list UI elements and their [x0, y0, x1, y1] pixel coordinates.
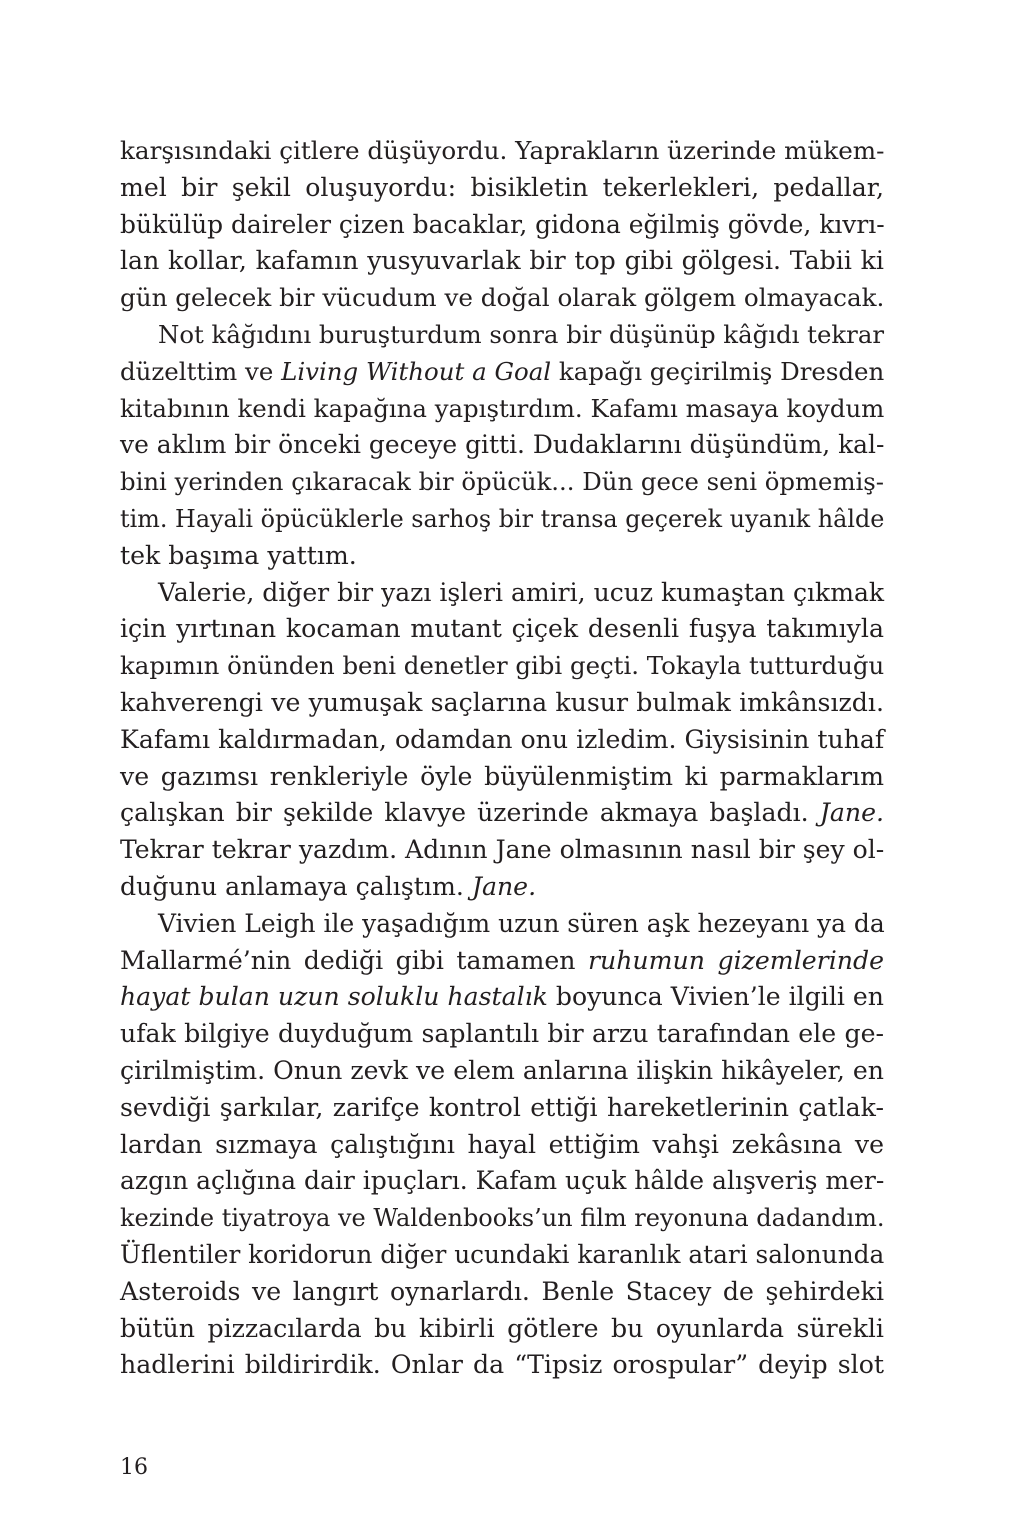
text-line: tim. Hayali öpücüklerle sarhoş bir transa geçerek uyanık hâlde [120, 504, 885, 533]
text-line: kezinde tiyatroya ve Waldenbooks’un film reyonuna dadandım. [120, 1204, 885, 1233]
page-number: 16 [120, 1455, 148, 1480]
paragraph-start-line: Valerie, diğer bir yazı işleri amiri, ucuz kumaştan çıkmak [158, 577, 885, 607]
text-line: Mallarmé’nin dediği gibi tamamen ruhumun gizemlerinde [120, 945, 885, 975]
text-line: Tekrar tekrar yazdım. Adının Jane olmasının nasıl bir şey ol- [120, 835, 885, 865]
text-line: azgın açlığına dair ipuçları. Kafam uçuk hâlde alışveriş mer- [120, 1166, 885, 1196]
text-line: için yırtınan kocaman mutant çiçek desenli fuşya takımıyla [120, 614, 884, 644]
text-line: sevdiği şarkılar, zarifçe kontrol ettiği hareketlerinin çatlak- [120, 1092, 884, 1122]
paragraph-start-line: Vivien Leigh ile yaşadığım uzun süren aşk hezeyanı ya da [158, 908, 885, 938]
italic-name: Jane. [819, 798, 884, 828]
text-line: hadlerini bildirirdik. Onlar da “Tipsiz orospular” deyip slot [120, 1350, 884, 1380]
text-line: Kafamı kaldırmadan, odamdan onu izledim. Giysisinin tuhaf [120, 724, 885, 754]
text-line: lardan sızmaya çalıştığını hayal ettiğim vahşi zekâsına ve [120, 1129, 884, 1159]
text-line: tek başıma yattım. [120, 540, 357, 570]
text-line: hayat bulan uzun soluklu hastalık boyunca Vivien’le ilgili en [120, 982, 884, 1012]
text-line: ufak bilgiye duyduğum saplantılı bir arzu tarafından ele ge- [120, 1019, 884, 1049]
text-line: bini yerinden çıkaracak bir öpücük... Dün gece seni öpmemiş- [120, 467, 884, 497]
italic-quote: hayat bulan uzun soluklu hastalık [120, 982, 548, 1012]
text-line: gün gelecek bir vücudum ve doğal olarak gölgem olmayacak. [120, 283, 885, 313]
text-line: ve gazımsı renkleriyle öyle büyülenmiştim ki parmaklarım [120, 761, 884, 791]
paragraph-start-line: Not kâğıdını buruşturdum sonra bir düşünüp kâğıdı tekrar [158, 319, 884, 349]
text-line: mel bir şekil oluşuyordu: bisikletin tekerlekleri, pedallar, [120, 172, 884, 202]
text-line: Asteroids ve langırt oynarlardı. Benle Stacey de şehirdeki [120, 1276, 884, 1306]
text-line: bütün pizzacılarda bu kibirli götlere bu oyunlarda sürekli [120, 1313, 884, 1343]
italic-name: Jane. [471, 871, 537, 901]
text-line: çirilmiştim. Onun zevk ve elem anlarına ilişkin hikâyeler, en [120, 1055, 884, 1085]
text-line: kitabının kendi kapağına yapıştırdım. Kafamı masaya koydum [120, 393, 885, 423]
text-line: karşısındaki çitlere düşüyordu. Yaprakların üzerinde mükem- [120, 136, 885, 165]
text-line: Üflentiler koridorun diğer ucundaki karanlık atari salonunda [120, 1239, 885, 1269]
text-line: kapımın önünden beni denetler gibi geçti. Tokayla tutturduğu [120, 651, 885, 681]
text-line: ve aklım bir önceki geceye gitti. Dudaklarını düşündüm, kal- [120, 430, 885, 460]
text-line: bükülüp daireler çizen bacaklar, gidona eğilmiş gövde, kıvrı- [120, 209, 885, 239]
text-line: düzelttim ve Living Without a Goal kapağı geçirilmiş Dresden [120, 356, 885, 386]
body-text [120, 133, 884, 1384]
text-line: çalışkan bir şekilde klavye üzerinde akmaya başladı. Jane. [120, 798, 884, 828]
text-line: duğunu anlamaya çalıştım. Jane. [120, 871, 537, 901]
text-line: lan kollar, kafamın yusyuvarlak bir top gibi gölgesi. Tabii ki [120, 246, 884, 276]
italic-quote: ruhumun gizemlerinde [587, 945, 885, 975]
italic-book-title: Living Without a Goal [281, 356, 552, 386]
text-line: kahverengi ve yumuşak saçlarına kusur bulmak imkânsızdı. [120, 687, 884, 717]
